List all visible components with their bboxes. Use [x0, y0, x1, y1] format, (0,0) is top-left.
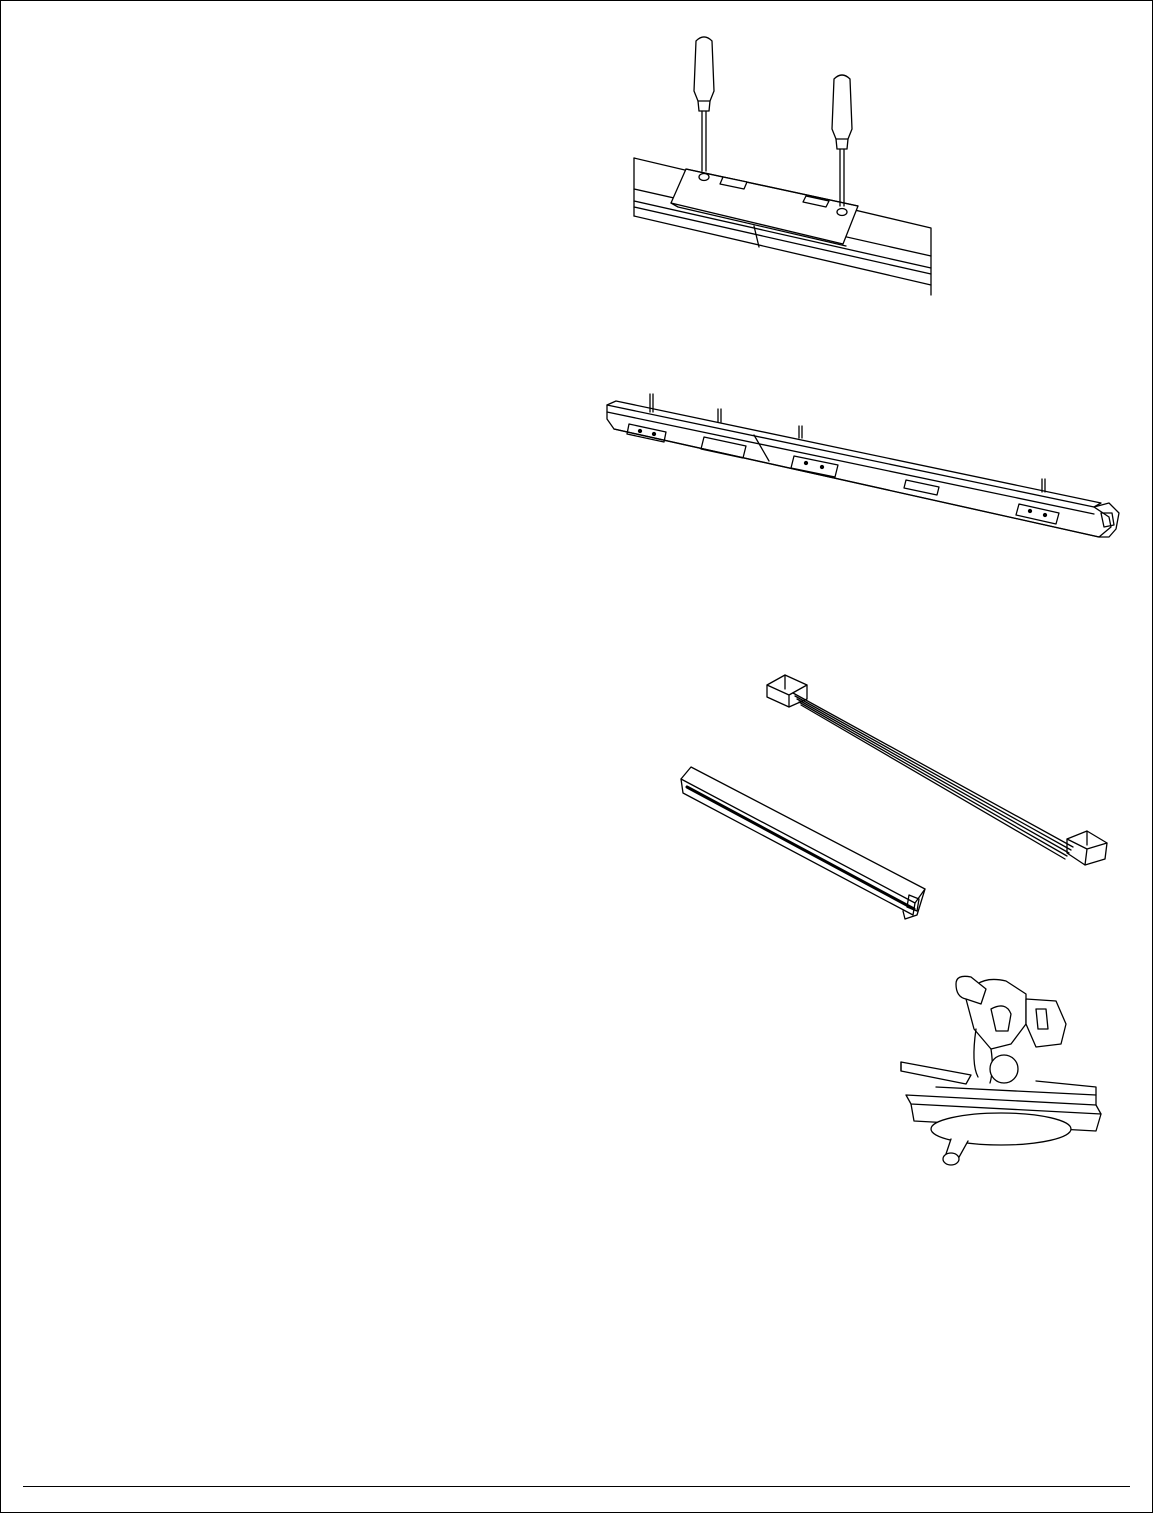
footer-rule — [23, 1486, 1130, 1487]
screwdriver-fastening-illustration — [626, 31, 936, 301]
power-strip-illustration — [604, 389, 1119, 549]
jumper-cable-and-cover-illustration — [667, 667, 1117, 927]
miter-saw-illustration — [896, 969, 1116, 1169]
